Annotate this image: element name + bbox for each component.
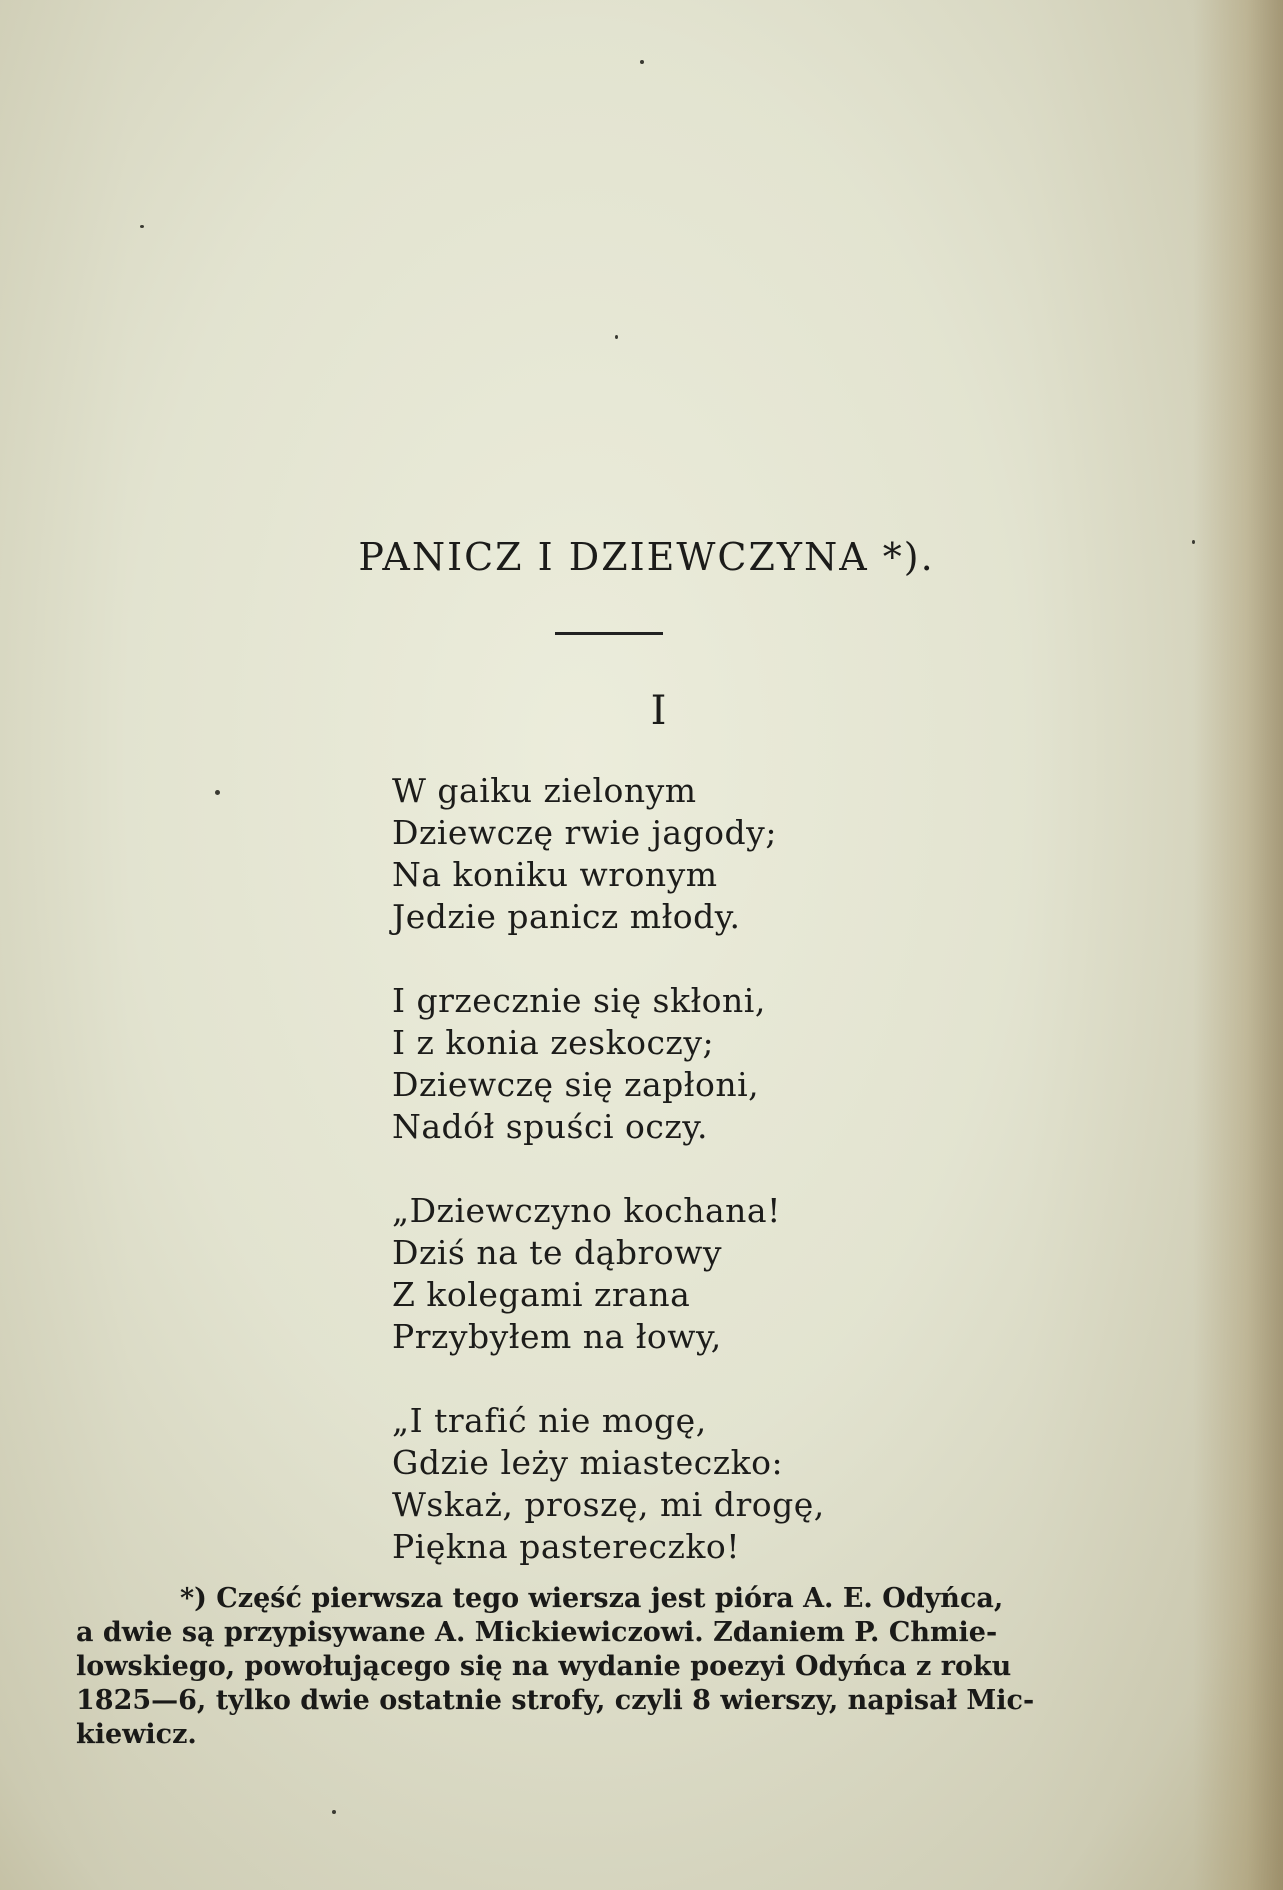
poem-line: „I trafić nie mogę, [392,1401,707,1440]
poem-line: Dziewczę rwie jagody; [392,813,777,852]
poem-title: PANICZ I DZIEWCZYNA *). [358,535,935,579]
ink-speck [140,225,144,228]
poem-line: I grzecznie się skłoni, [392,981,766,1020]
footnote-line: *) Część pierwsza tego wiersza jest pióra A. E. Odyńca, [180,1583,1004,1614]
poem-line: W gaiku zielonym [392,771,697,810]
footnote [76,1582,1156,1752]
poem-line: Gdzie leży miasteczko: [392,1443,784,1482]
poem-line: I z konia zeskoczy; [392,1023,715,1062]
poem-line: Jedzie panicz młody. [392,897,741,936]
poem-line: Dziś na te dąbrowy [392,1233,722,1272]
part-number: I [650,688,667,734]
title-divider [555,632,663,635]
poem-line: „Dziewczyno kochana! [392,1191,781,1230]
poem-body [392,770,952,1610]
poem-line: Z kolegami zrana [392,1275,691,1314]
poem-line: Nadół spuści oczy. [392,1107,708,1146]
stanza-3 [392,1190,952,1358]
ink-speck [640,60,644,64]
stanza-1 [392,770,952,938]
ink-speck [615,335,618,339]
poem-line: Przybyłem na łowy, [392,1317,722,1356]
ink-speck [215,790,220,795]
footnote-line: 1825—6, tylko dwie ostatnie strofy, czyli 8 wierszy, napisał Mic- [76,1685,1035,1716]
poem-line: Na koniku wronym [392,855,718,894]
poem-line: Wskaż, proszę, mi drogę, [392,1485,825,1524]
stanza-2 [392,980,952,1148]
footnote-line: kiewicz. [76,1719,197,1750]
poem-line: Dziewczę się zapłoni, [392,1065,760,1104]
stanza-4 [392,1400,952,1568]
page-edge-shadow [1193,0,1283,1890]
ink-speck [332,1810,336,1814]
footnote-line: lowskiego, powołującego się na wydanie poezyi Odyńca z roku [76,1651,1012,1682]
poem-line: Piękna pastereczko! [392,1527,741,1566]
footnote-line: a dwie są przypisywane A. Mickiewiczowi. Zdaniem P. Chmie- [76,1617,998,1648]
